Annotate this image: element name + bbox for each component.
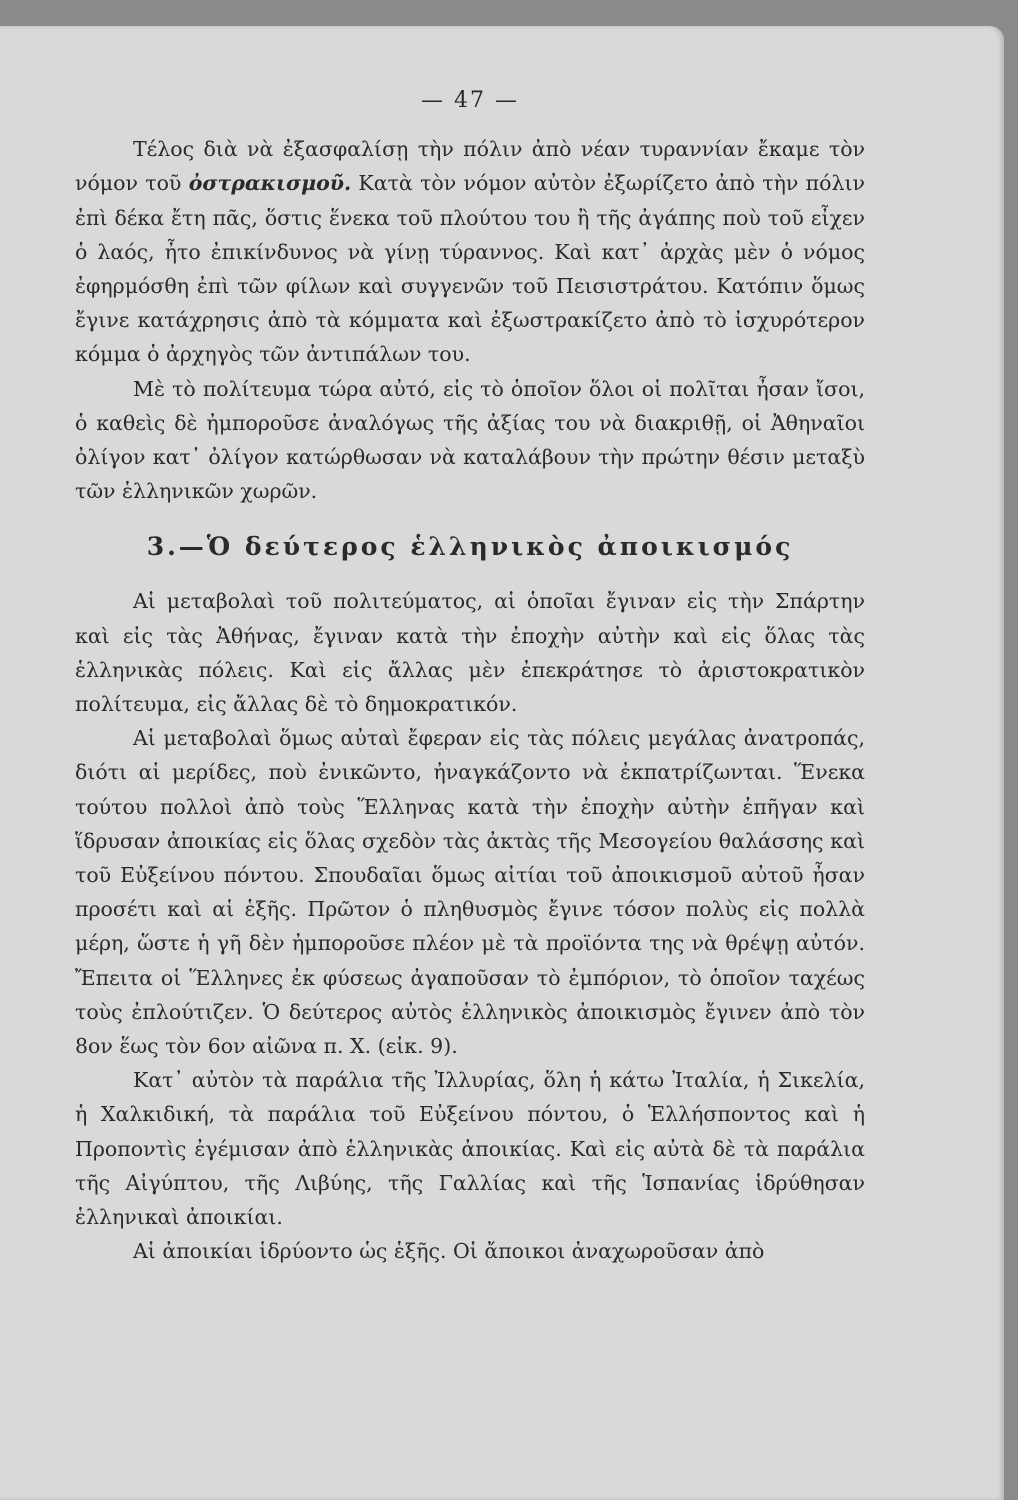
ostracism-term: ὀστρακισμοῦ. bbox=[188, 171, 352, 196]
paragraph-athens-polity: Μὲ τὸ πολίτευμα τώρα αὐτό, εἰς τὸ ὁποῖον ὅλοι οἱ πολῖται ἦσαν ἴσοι, ὁ καθεὶς δὲ ἠμποροῦσε ἀναλόγως τῆς ἀξίας του νὰ διακριθῇ, οἱ Ἀθηναῖοι ὀλίγον κατ᾽ ὀλίγον κατώρθωσαν νὰ καταλάβουν τὴν πρώτην θέσιν μεταξὺ τῶν ἑλληνικῶν χωρῶν. bbox=[75, 376, 865, 504]
paragraph-changes: Αἱ μεταβολαὶ τοῦ πολιτεύματος, αἱ ὁποῖαι ἔγιναν εἰς τὴν Σπάρτην καὶ εἰς τὰς Ἀθήνας, ἔγιναν κατὰ τὴν ἐποχὴν αὐτὴν καὶ εἰς ὅλας τὰς ἑλληνικὰς πόλεις. Καὶ εἰς ἄλλας μὲν ἐπεκράτησε τὸ ἀριστοκρατικὸν πολίτευμα, εἰς ἄλλας δὲ τὸ δημοκρατικόν. bbox=[75, 589, 865, 717]
page-number: — 47 — bbox=[421, 88, 519, 113]
paragraph-ostracism-rest: Κατὰ τὸν νόμον αὐτὸν ἐξωρίζετο ἀπὸ τὴν πόλιν ἐπὶ δέκα ἔτη πᾶς, ὅστις ἕνεκα τοῦ πλούτου του ἢ τῆς ἀγάπης ποὺ τοῦ εἶχεν ὁ λαός, ἦτο ἐπικίνδυνος νὰ γίνῃ τύραννος. Καὶ κατ᾽ ἀρχὰς μὲν ὁ νόμος ἐφηρμόσθη ἐπὶ τῶν φίλων καὶ συγγενῶν τοῦ Πεισιστράτου. Κατόπιν ὅμως ἔγινε κατάχρησις ἀπὸ τὰ κόμματα καὶ ἐξωστρακίζετο ἀπὸ τὸ ἰσχυρότερον κόμμα ὁ ἀρχηγὸς τῶν ἀντιπάλων του. bbox=[75, 171, 865, 367]
paragraph-colonization-causes: Αἱ μεταβολαὶ ὅμως αὐταὶ ἔφεραν εἰς τὰς πόλεις μεγάλας ἀνατροπάς, διότι αἱ μερίδες, ποὺ ἐνικῶντο, ἠναγκάζοντο νὰ ἐκπατρίζωνται. Ἕνεκα τούτου πολλοὶ ἀπὸ τοὺς Ἕλληνας κατὰ τὴν ἐποχὴν αὐτὴν ἐπῆγαν καὶ ἵδρυσαν ἀποικίας εἰς ὅλας σχεδὸν τὰς ἀκτὰς τῆς Μεσογείου θαλάσσης καὶ τοῦ Εὐξείνου πόντου. Σπουδαῖαι ὅμως αἰτίαι τοῦ ἀποικισμοῦ αὐτοῦ ἦσαν προσέτι καὶ αἱ ἑξῆς. Πρῶτον ὁ πληθυσμὸς ἔγινε τόσον πολὺς εἰς πολλὰ μέρη, ὥστε ἡ γῆ δὲν ἠμποροῦσε πλέον μὲ τὰ προϊόντα της νὰ θρέψῃ αὐτόν. Ἔπειτα οἱ Ἕλληνες ἐκ φύσεως ἀγαποῦσαν τὸ ἐμπόριον, τὸ ὁποῖον ταχέως τοὺς ἐπλούτιζεν. Ὁ δεύτερος αὐτὸς ἑλληνικὸς ἀποικισμὸς ἔγινεν ἀπὸ τὸν 8ον ἕως τὸν 6ον αἰῶνα π. Χ. (εἰκ. 9). bbox=[75, 726, 865, 1059]
book-page bbox=[0, 26, 1004, 1500]
section-title: 3.—Ὁ δεύτερος ἑλληνικὸς ἀποικισμός bbox=[146, 532, 794, 562]
paragraph-ostracism bbox=[75, 132, 865, 371]
page-text bbox=[75, 84, 865, 1269]
paragraph-colonies-founding: Αἱ ἀποικίαι ἱδρύοντο ὡς ἑξῆς. Οἱ ἄποικοι ἀναχωροῦσαν ἀπὸ bbox=[133, 1239, 765, 1264]
paragraph-colonies-locations: Κατ᾽ αὐτὸν τὰ παράλια τῆς Ἰλλυρίας, ὅλη ἡ κάτω Ἰταλία, ἡ Σικελία, ἡ Χαλκιδική, τὰ παράλια τοῦ Εὐξείνου πόντου, ὁ Ἑλλήσποντος καὶ ἡ Προποντὶς ἐγέμισαν ἀπὸ ἑλληνικὰς ἀποικίας. Καὶ εἰς αὐτὰ δὲ τὰ παράλια τῆς Αἰγύπτου, τῆς Λιβύης, τῆς Γαλλίας καὶ τῆς Ἱσπανίας ἱδρύθησαν ἑλληνικαὶ ἀποικίαι. bbox=[75, 1068, 865, 1230]
paragraph-ostracism-start: Τέλος διὰ νὰ ἐξασφαλίσῃ τὴν πόλιν ἀπὸ νέαν τυραννίαν ἔκαμε τὸν νόμον τοῦ bbox=[75, 137, 865, 196]
